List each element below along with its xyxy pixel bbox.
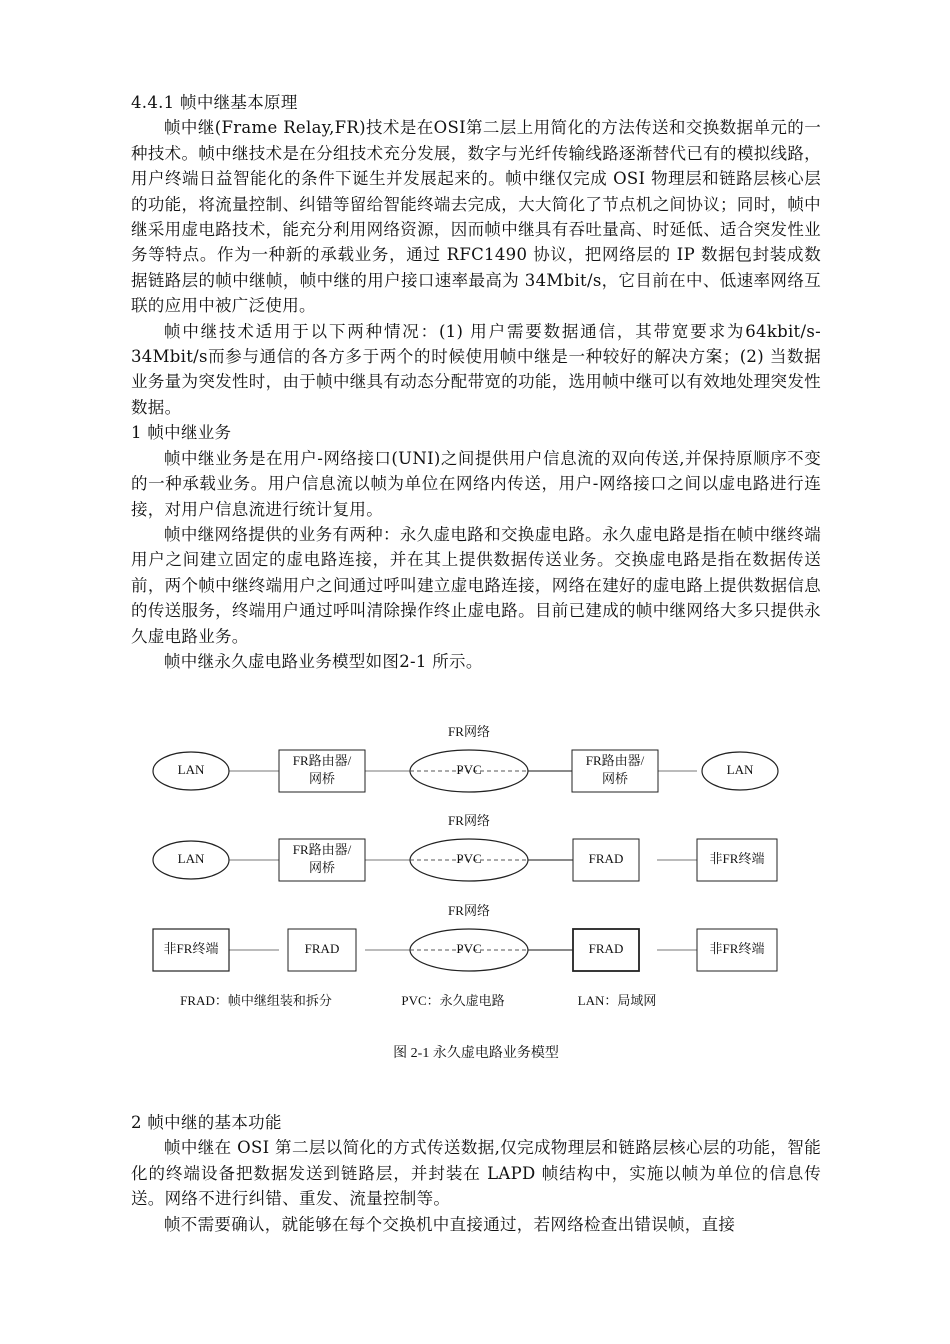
figure-caption: 图 2-1 永久虚电路业务模型 [393, 1046, 559, 1061]
paragraph: 帧中继(Frame Relay,FR)技术是在OSI第二层上用简化的方法传送和交换数据单元的一种技术。帧中继技术是在分组技术充分发展，数字与光纤传输线路逐渐替代已有的模拟线路，用户终端日益智能化的条件下诞生并发展起来的。帧中继仅完成 OSI 物理层和链路层核心层的功能，将流量控制、纠错等留给智能终端去完成，大大简化了节点机之间协议；同时，帧中继采用虚电路技术，能充分利用网络资源，因而帧中继具有吞吐量高、时延低、适合突发性业务等特点。作为一种新的承载业务，通过 RFC1490 协议，把网络层的 IP 数据包封装成数据链路层的帧中继帧，帧中继的用户接口速率最高为 34Mbit/s，它目前在中、低速率网络互联的应用中被广泛使用。 [131, 118, 821, 316]
right-end-label: 非FR终端 [709, 850, 765, 866]
device-label: FR路由器/ [585, 752, 645, 768]
device-label: 网桥 [308, 770, 336, 786]
device-label: FR路由器/ [292, 752, 352, 768]
device-label: FR路由器/ [292, 841, 352, 857]
network-diagram [131, 720, 821, 1020]
network-label: FR网络 [448, 902, 490, 918]
paragraph: 帧中继技术适用于以下两种情况：(1) 用户需要数据通信，其带宽要求为64kbit/s-34Mbit/s而参与通信的各方多于两个的时候使用帧中继是一种较好的解决方案；(2) 当数据业务量为突发性时，由于帧中继具有动态分配带宽的功能，选用帧中继可以有效地处理突发性数据。 [131, 321, 821, 417]
paragraph: 帧不需要确认，就能够在每个交换机中直接通过，若网络检查出错误帧，直接 [164, 1214, 736, 1234]
network-label: FR网络 [448, 723, 490, 739]
section-heading-basic-functions: 2 帧中继的基本功能 [131, 1113, 282, 1132]
device-label: FRAD [588, 940, 624, 956]
left-end-label: LAN [177, 761, 205, 777]
device-label: 网桥 [308, 859, 336, 875]
legend-item: FRAD：帧中继组装和拆分 [180, 992, 332, 1008]
legend-item: LAN：局域网 [577, 992, 657, 1008]
text-block-top [131, 90, 821, 674]
section-heading-basic-principle: 4.4.1 帧中继基本原理 [131, 93, 298, 112]
pvc-label: PVC [456, 940, 482, 956]
paragraph: 帧中继在 OSI 第二层以简化的方式传送数据,仅完成物理层和链路层核心层的功能，智能化的终端设备把数据发送到链路层，并封装在 LAPD 帧结构中，实施以帧为单位的信息传送。网络不进行纠错、重发、流量控制等。 [131, 1138, 821, 1209]
pvc-service-model-figure [131, 720, 821, 1060]
device-label: FRAD [304, 940, 340, 956]
pvc-label: PVC [456, 850, 482, 866]
left-end-label: LAN [177, 850, 205, 866]
legend-item: PVC：永久虚电路 [401, 992, 505, 1008]
paragraph: 帧中继网络提供的业务有两种：永久虚电路和交换虚电路。永久虚电路是指在帧中继终端用户之间建立固定的虚电路连接，并在其上提供数据传送业务。交换虚电路是指在数据传送前，两个帧中继终端用户之间通过呼叫建立虚电路连接，网络在建好的虚电路上提供数据信息的传送服务，终端用户通过呼叫清除操作终止虚电路。目前已建成的帧中继网络大多只提供永久虚电路业务。 [131, 524, 821, 646]
left-end-label: 非FR终端 [163, 940, 219, 956]
right-end-label: LAN [726, 761, 754, 777]
network-label: FR网络 [448, 812, 490, 828]
pvc-label: PVC [456, 761, 482, 777]
device-label: 网桥 [601, 770, 629, 786]
text-block-bottom [131, 1110, 821, 1237]
section-heading-services: 1 帧中继业务 [131, 423, 232, 443]
paragraph: 帧中继业务是在用户-网络接口(UNI)之间提供用户信息流的双向传送,并保持原顺序不变的一种承载业务。用户信息流以帧为单位在网络内传送，用户-网络接口之间以虚电路进行连接，对用户信息流进行统计复用。 [131, 448, 821, 519]
device-label: FRAD [588, 850, 624, 866]
right-end-label: 非FR终端 [709, 940, 765, 956]
paragraph: 帧中继永久虚电路业务模型如图2-1 所示。 [164, 651, 483, 671]
